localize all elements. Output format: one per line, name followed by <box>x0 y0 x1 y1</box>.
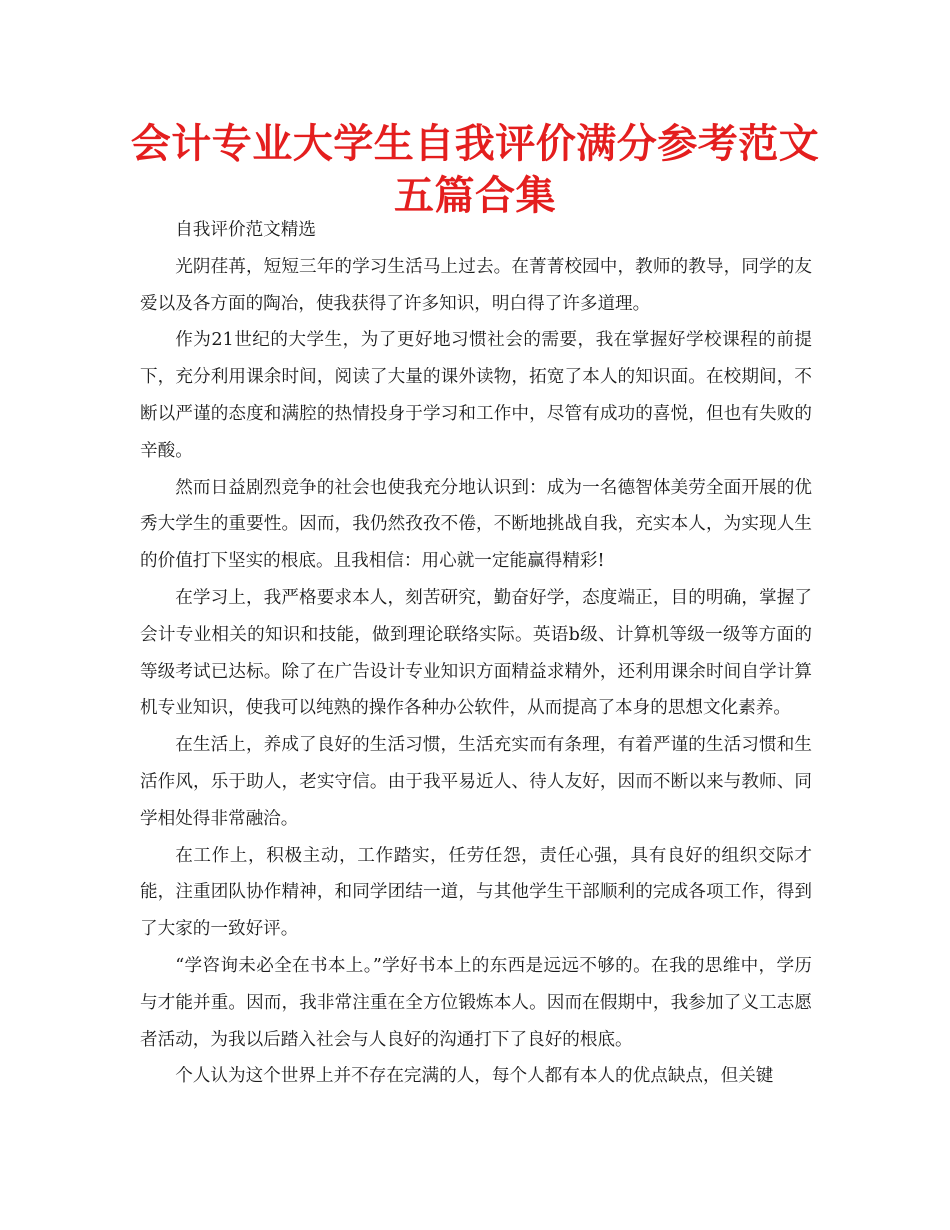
paragraph: “学咨询未必全在书本上。”学好书本上的东西是远远不够的。在我的思维中，学历与才能并重。因而，我非常注重在全方位锻炼本人。因而在假期中，我参加了义工志愿者活动，为我以后踏入社会与人良好的沟通打下了良好的根底。 <box>140 955 812 1050</box>
document-body <box>140 212 812 1095</box>
paragraph: 个人认为这个世界上并不存在完满的人，每个人都有本人的优点缺点，但关键 <box>175 1066 774 1087</box>
paragraph: 光阴荏苒，短短三年的学习生活马上过去。在菁菁校园中，教师的教导，同学的友爱以及各方面的陶冶，使我获得了许多知识，明白得了许多道理。 <box>140 256 812 314</box>
paragraph: 然而日益剧烈竞争的社会也使我充分地认识到：成为一名德智体美劳全面开展的优秀大学生的重要性。因而，我仍然孜孜不倦，不断地挑战自我，充实本人，为实现人生的价值打下坚实的根底。且我相信：用心就一定能赢得精彩! <box>140 477 812 572</box>
paragraph: 在工作上，积极主动，工作踏实，任劳任怨，责任心强，具有良好的组织交际才能，注重团队协作精神，和同学团结一道，与其他学生干部顺利的完成各项工作，得到了大家的一致好评。 <box>140 845 812 940</box>
paragraph: 在学习上，我严格要求本人，刻苦研究，勤奋好学，态度端正，目的明确，掌握了会计专业相关的知识和技能，做到理论联络实际。英语b级、计算机等级一级等方面的等级考试已达标。除了在广告设计专业知识方面精益求精外，还利用课余时间自学计算机专业知识，使我可以纯熟的操作各种办公软件，从而提高了本身的思想文化素养。 <box>140 587 812 719</box>
paragraph: 作为21世纪的大学生，为了更好地习惯社会的需要，我在掌握好学校课程的前提下，充分利用课余时间，阅读了大量的课外读物，拓宽了本人的知识面。在校期间，不断以严谨的态度和满腔的热情投身于学习和工作中，尽管有成功的喜悦，但也有失败的辛酸。 <box>140 330 812 461</box>
section-heading: 自我评价范文精选 <box>175 220 316 240</box>
paragraph: 在生活上，养成了良好的生活习惯，生活充实而有条理，有着严谨的生活习惯和生活作风，乐于助人，老实守信。由于我平易近人、待人友好，因而不断以来与教师、同学相处得非常融洽。 <box>140 735 812 829</box>
document-title: 会计专业大学生自我评价满分参考范文五篇合集 <box>130 121 820 219</box>
